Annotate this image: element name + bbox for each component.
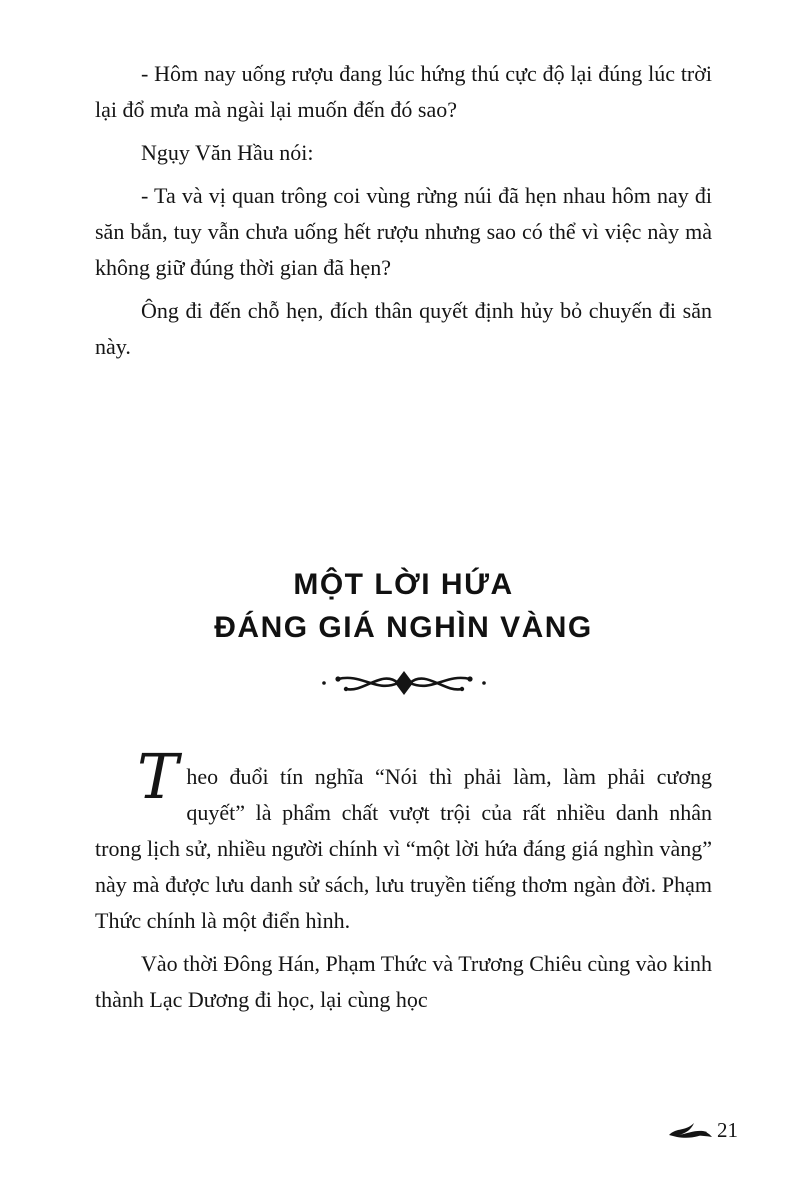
flourish-icon (304, 665, 504, 701)
intro-paragraph: - Ta và vị quan trông coi vùng rừng núi đã hẹn nhau hôm nay đi săn bắn, tuy vẫn chưa uống hết rượu nhưng sao có thể vì việc này mà không giữ đúng thời gian đã hẹn? (95, 183, 712, 280)
chapter-title-line-2: ĐÁNG GIÁ NGHÌN VÀNG (214, 611, 593, 644)
chapter-title (95, 563, 712, 649)
intro-paragraph: Ngụy Văn Hầu nói: (141, 140, 314, 165)
page-footer (667, 1118, 738, 1143)
chapter-body (95, 740, 713, 1018)
flourish-divider-ornament (95, 665, 712, 701)
body-paragraph-with-dropcap (95, 740, 712, 939)
dropcap-letter: T (137, 740, 179, 813)
body-paragraph: Vào thời Đông Hán, Phạm Thức và Trương Chiêu cùng vào kinh thành Lạc Dương đi học, lại cùng học (95, 951, 713, 1012)
page-number: 21 (717, 1118, 738, 1142)
body-paragraph-text: heo đuổi tín nghĩa “Nói thì phải làm, làm phải cương quyết” là phẩm chất vượt trội của rất nhiều danh nhân trong lịch sử, nhiều người chính vì “một lời hứa đáng giá nghìn vàng” này mà được lưu danh sử sách, lưu truyền tiếng thơm ngàn đời. Phạm Thức chính là một điển hình. (95, 764, 712, 933)
bird-flourish-icon (667, 1120, 713, 1142)
chapter-title-line-1: MỘT LỜI HỨA (293, 568, 514, 601)
intro-paragraph: Ông đi đến chỗ hẹn, đích thân quyết định hủy bỏ chuyến đi săn này. (95, 298, 712, 359)
intro-paragraph: - Hôm nay uống rượu đang lúc hứng thú cực độ lại đúng lúc trời lại đổ mưa mà ngài lại muốn đến đó sao? (95, 61, 712, 122)
